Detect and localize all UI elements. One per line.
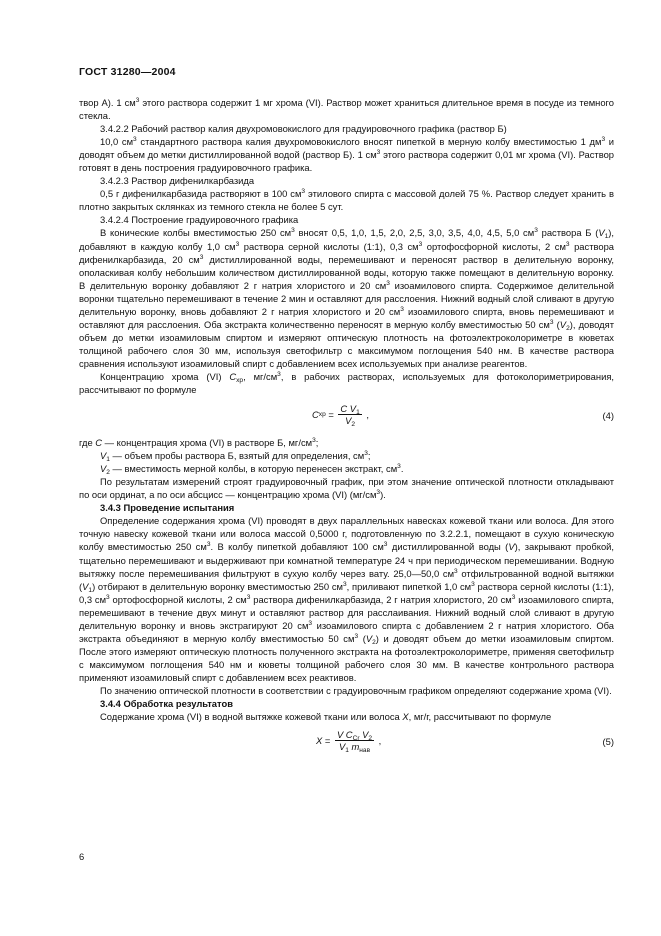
section-heading: 3.4.2.4 Построение градуировочного графика: [100, 214, 299, 226]
formula-equals: =: [325, 409, 337, 421]
paragraph: По результатам измерений строят градуировочный график, при этом значение оптической плотности откладывают по оси ординат, а по оси абсцисс — концентрацию хрома (VI) $(мг/см^3)$.: [79, 476, 614, 501]
formula-fraction: [338, 403, 361, 429]
paragraph: $V_1$ — объем пробы раствора Б, взятый для определения, $см^3$;: [100, 450, 371, 464]
formula-5: [79, 729, 614, 757]
formula-lhs: C: [312, 409, 319, 421]
document-body: [79, 96, 614, 759]
paragraph: где C — концентрация хрома (VI) в растворе Б, $мг/см^3$;: [79, 437, 319, 449]
formula-tail: ,: [363, 409, 369, 421]
paragraph: Содержание хрома (VI) в водной вытяжке кожевой ткани или волоса X, мг/г, рассчитывают по формуле: [100, 711, 552, 723]
paragraph: 10,0 $см^3$ стандартного раствора калия двухромовокислого вносят пипеткой в мерную колбу вместимостью 1 $дм^3$ и доводят объем до метки дистиллированной водой (раствор Б). 1 $см^3$ этого раствора содержит 0,01 мг хрома (VI). Раствор готовят в день построения градуировочного графика.: [79, 136, 615, 174]
formula-lhs: X: [316, 735, 323, 747]
paragraph: По значению оптической плотности в соответствии с градуировочным графиком определяют содержание хрома (VI).: [100, 684, 612, 696]
section-heading: 3.4.2.3 Раствор дифенилкарбазида: [100, 175, 255, 187]
section-heading: 3.4.3 Проведение испытания: [100, 502, 235, 514]
paragraph: Определение содержания хрома (VI) проводят в двух параллельных навесках кожевой ткани или волоса. Для этого точную навеску кожевой ткани или волоса массой 0,5000 г, подготовленную по 3.2.2.1, помещают в сухую коническую колбу вместимостью 250 $см^3$. В колбу пипеткой добавляют 100 $см^3$ дистиллированной воды (V), закрывают пробкой, тщательно перемешивают и выдерживают при комнатной температуре 24 ч при периодическом перемешивании. Водную вытяжку после перемешивания фильтруют в сухую колбу через вату. 25,0—50,0 $см^3$ отфильтрованной водной вытяжки $(V_1)$ отбирают в делительную воронку вместимостью 250 $см^3$, приливают пипеткой 1,0 $см^3$ раствора серной кислоты (1:1), 0,3 $см^3$ ортофосфорной кислоты, 2 $см^3$ раствора дифенилкарбазида, 2 г натрия хлористого, 20 $см^3$ изоамилового спирта, перемешивают в течение двух минут и оставляют раствор для расслаивания. Нижний водный слой сливают в другую делительную воронку и вновь экстрагируют 20 $см^3$ изоамилового спирта с добавлением 2 г натрия хлористого. Оба экстракта объединяют в мерную колбу вместимостью 50 $см^3$ $(V_2)$ и доводят объем до метки изоамиловым спиртом. После этого измеряют оптическую плотность полученного экстракта на фотоэлектроколориметре, применяя светофильтр с максимумом поглощения 540 нм и кюветы толщиной рабочего слоя 30 мм. В качестве контрольного раствора применяют изоамиловый спирт с добавлением всех реактивов.: [79, 515, 615, 683]
formula-fraction: [335, 729, 374, 755]
paragraph: твор А). 1 $см^3$ этого раствора содержит 1 мг хрома (VI). Раствор может храниться длительное время в посуде из темного стекла.: [79, 97, 614, 122]
section-heading: 3.4.2.2 Рабочий раствор калия двухромовокислого для градуировочного графика (раствор Б): [100, 123, 507, 135]
formula-tail: ,: [376, 735, 382, 747]
paragraph: $V_2$ — вместимость мерной колбы, в которую перенесен экстракт, $см^3$.: [100, 463, 404, 477]
paragraph: В конические колбы вместимостью 250 $см^3$ вносят 0,5, 1,0, 1,5, 2,0, 2,5, 3,0, 3,5, 4,0, 4,5, 5,0 $см^3$ раствора Б $(V_1)$, добавляют в каждую колбу 1,0 $см^3$ раствора серной кислоты (1:1), 0,3 $см^3$ ортофосфорной кислоты, 2 $см^3$ раствора дифенилкарбазида, 20 $см^3$ дистиллированной воды, перемешивают и переносят раствор в делительную воронку, ополаскивая колбу небольшим количеством дистиллированной воды, которую также помещают в делительную воронку. В делительную воронку добавляют 2 г натрия хлористого и 20 $см^3$ изоамилового спирта. Содержимое делительной воронки тщательно перемешивают в течение 2 мин и оставляют для расслоения. Нижний водный слой сливают в другую делительную воронку, вновь добавляют 2 г натрия хлористого и 20 $см^3$ изоамилового спирта, вновь перемешивают и оставляют для расслоения. Оба экстракта количественно переносят в мерную колбу вместимостью 50 $см^3$ $(V_2)$, доводят объем до метки изоамиловым спиртом и измеряют оптическую плотность на фотоэлектроколориметре в кюветах толщиной рабочего слоя 30 мм, используя светофильтр с максимумом поглощения 540 нм. В качестве раствора сравнения используют изоамиловый спирт с добавлением всех используемых при анализе реагентов.: [79, 227, 615, 369]
formula-number: (5): [602, 736, 614, 748]
paragraph: 0,5 г дифенилкарбазида растворяют в 100 $см^3$ этилового спирта с массовой долей 75 %. Раствор следует хранить в плотно закрытых склянках из темного стекла не более 5 сут.: [79, 188, 614, 213]
formula-numerator: C $V_1$: [340, 403, 360, 417]
page-number: 6: [79, 851, 85, 862]
section-heading: 3.4.4 Обработка результатов: [100, 698, 233, 710]
formula-4: [79, 403, 614, 429]
formula-equals: =: [322, 735, 333, 747]
formula-denominator: $V_2$: [345, 415, 356, 429]
formula-number: (4): [602, 410, 614, 422]
paragraph: Концентрацию хрома (VI) $C_{хр}$, $мг/см^3$, в рабочих растворах, используемых для фотоколориметрирования, рассчитывают по формуле: [79, 370, 614, 396]
formula-5-expression: [316, 729, 382, 755]
formula-denominator: $V_1$ $m_{нав}$: [338, 741, 371, 755]
formula-4-expression: C хр = $\frac{C V_1}{V_2}$ ,: [312, 403, 369, 429]
document-header: ГОСТ 31280—2004: [79, 66, 176, 78]
formula-numerator: V $C_{Cr}$ $V_2$: [336, 729, 373, 743]
